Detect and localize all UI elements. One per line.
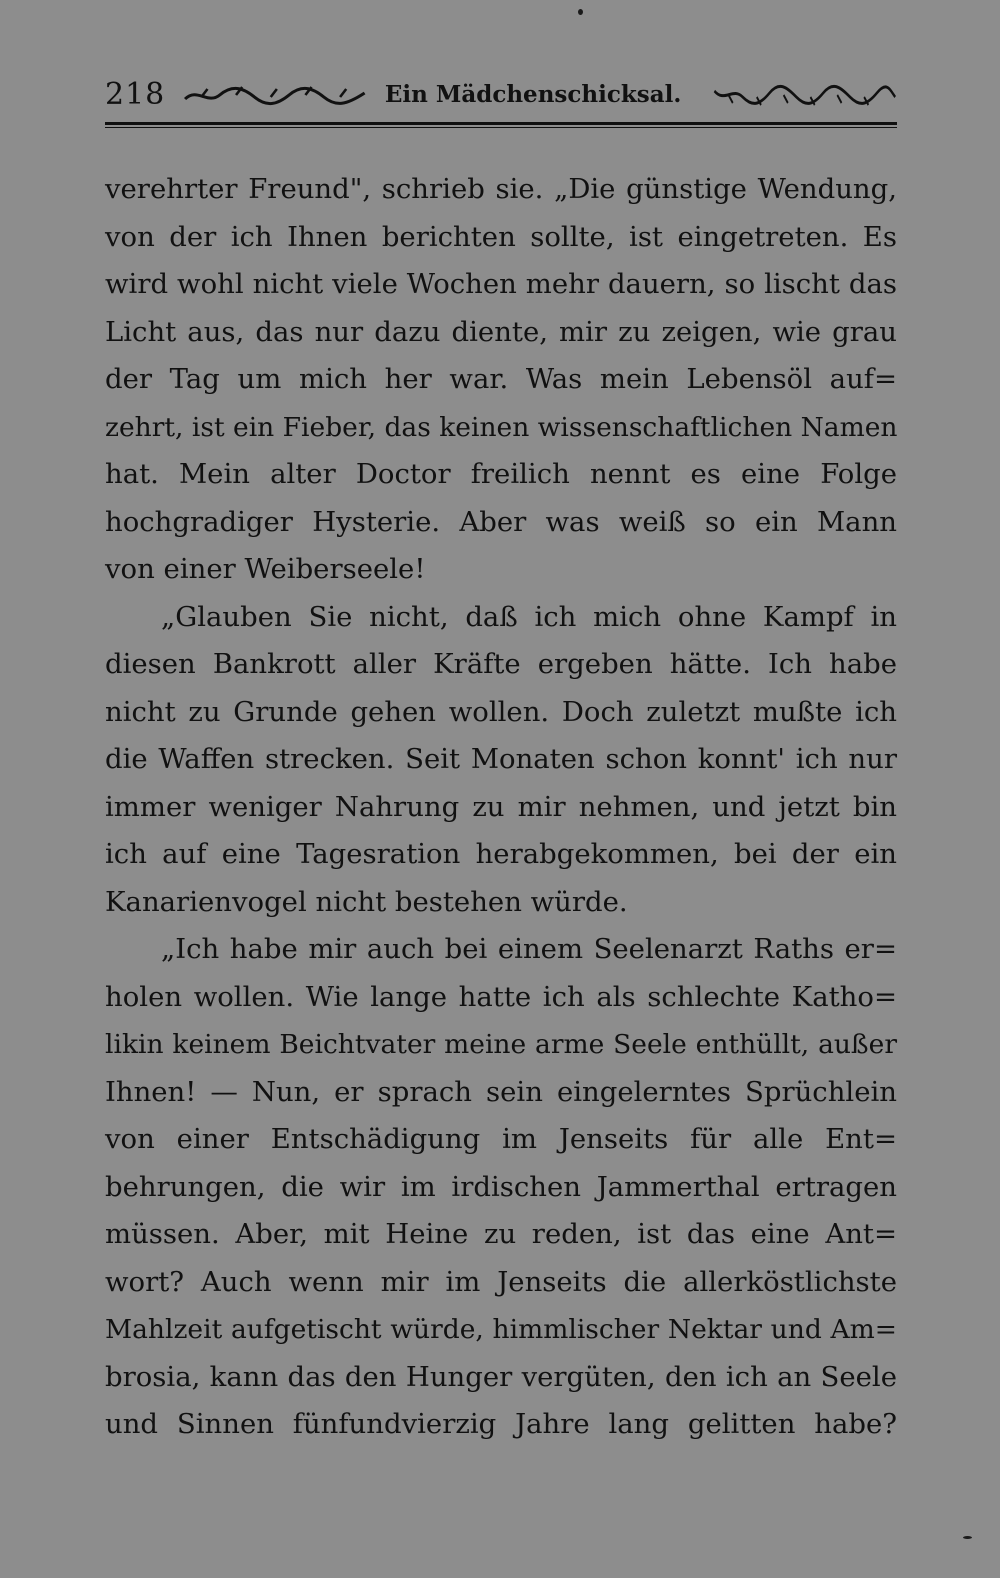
paragraph-3 [105, 926, 897, 1449]
vine-ornament-icon [713, 83, 897, 107]
page-header [105, 70, 897, 120]
text-line: ich auf eine Tagesration herabgekommen, bei der ein [105, 838, 897, 870]
text-line: behrungen, die wir im irdischen Jammerthal ertragen [105, 1170, 897, 1203]
text-line: Kanarienvogel nicht bestehen würde. [105, 885, 628, 918]
text-line: likin keinem Beichtvater meine arme Seele enthüllt, außer [105, 1029, 897, 1060]
text-line: wird wohl nicht viele Wochen mehr dauern, so lischt das [105, 268, 897, 300]
header-rule-thin [105, 127, 897, 128]
text-line: wort? Auch wenn mir im Jenseits die allerköstlichste [105, 1265, 897, 1298]
text-line: Ihnen! — Nun, er sprach sein eingelerntes Sprüchlein [105, 1075, 897, 1108]
running-title: Ein Mädchenschicksal. [384, 81, 682, 108]
paragraph-1 [105, 166, 897, 594]
text-line: von der ich Ihnen berichten sollte, ist eingetreten. Es [105, 220, 897, 253]
ink-speck-top [578, 9, 583, 15]
text-line: immer weniger Nahrung zu mir nehmen, und jetzt bin [105, 790, 897, 823]
text-line: müssen. Aber, mit Heine zu reden, ist das eine Ant= [105, 1218, 897, 1250]
text-line: von einer Entschädigung im Jenseits für alle Ent= [105, 1123, 897, 1155]
paragraph-2 [105, 594, 897, 927]
text-line: „Ich habe mir auch bei einem Seelenarzt Raths er= [161, 933, 897, 965]
text-line: diesen Bankrott aller Kräfte ergeben hätte. Ich habe [105, 648, 897, 680]
body-text [105, 166, 897, 1449]
text-line: die Waffen strecken. Seit Monaten schon konnt' ich nur [105, 743, 897, 775]
text-line: der Tag um mich her war. Was mein Lebensöl auf= [105, 363, 897, 395]
text-line: Licht aus, das nur dazu diente, mir zu zeigen, wie grau [105, 315, 897, 348]
text-line: hat. Mein alter Doctor freilich nennt es eine Folge [105, 458, 897, 490]
text-line: von einer Weiberseele! [105, 553, 426, 585]
text-line: holen wollen. Wie lange hatte ich als schlechte Katho= [105, 980, 897, 1013]
text-line: hochgradiger Hysterie. Aber was weiß so ein Mann [105, 505, 897, 538]
header-rule-thick [105, 122, 897, 125]
text-line: verehrter Freund", schrieb sie. „Die günstige Wendung, [105, 173, 897, 205]
text-line: Mahlzeit aufgetischt würde, himmlischer Nektar und Am= [105, 1314, 897, 1345]
text-line: brosia, kann das den Hunger vergüten, den ich an Seele [105, 1360, 897, 1393]
header-ornament-left [165, 70, 367, 120]
vine-ornament-icon [183, 83, 367, 107]
text-line: nicht zu Grunde gehen wollen. Doch zuletzt mußte ich [105, 695, 897, 728]
page-number: 218 [105, 77, 166, 112]
text-line: „Glauben Sie nicht, daß ich mich ohne Kampf in [161, 600, 897, 633]
text-line: und Sinnen fünfundvierzig Jahre lang gelitten habe? [105, 1408, 897, 1440]
ink-speck-bottom [963, 1536, 972, 1539]
header-ornament-right [699, 70, 897, 120]
text-line: zehrt, ist ein Fieber, das keinen wissenschaftlichen Namen [105, 411, 898, 443]
